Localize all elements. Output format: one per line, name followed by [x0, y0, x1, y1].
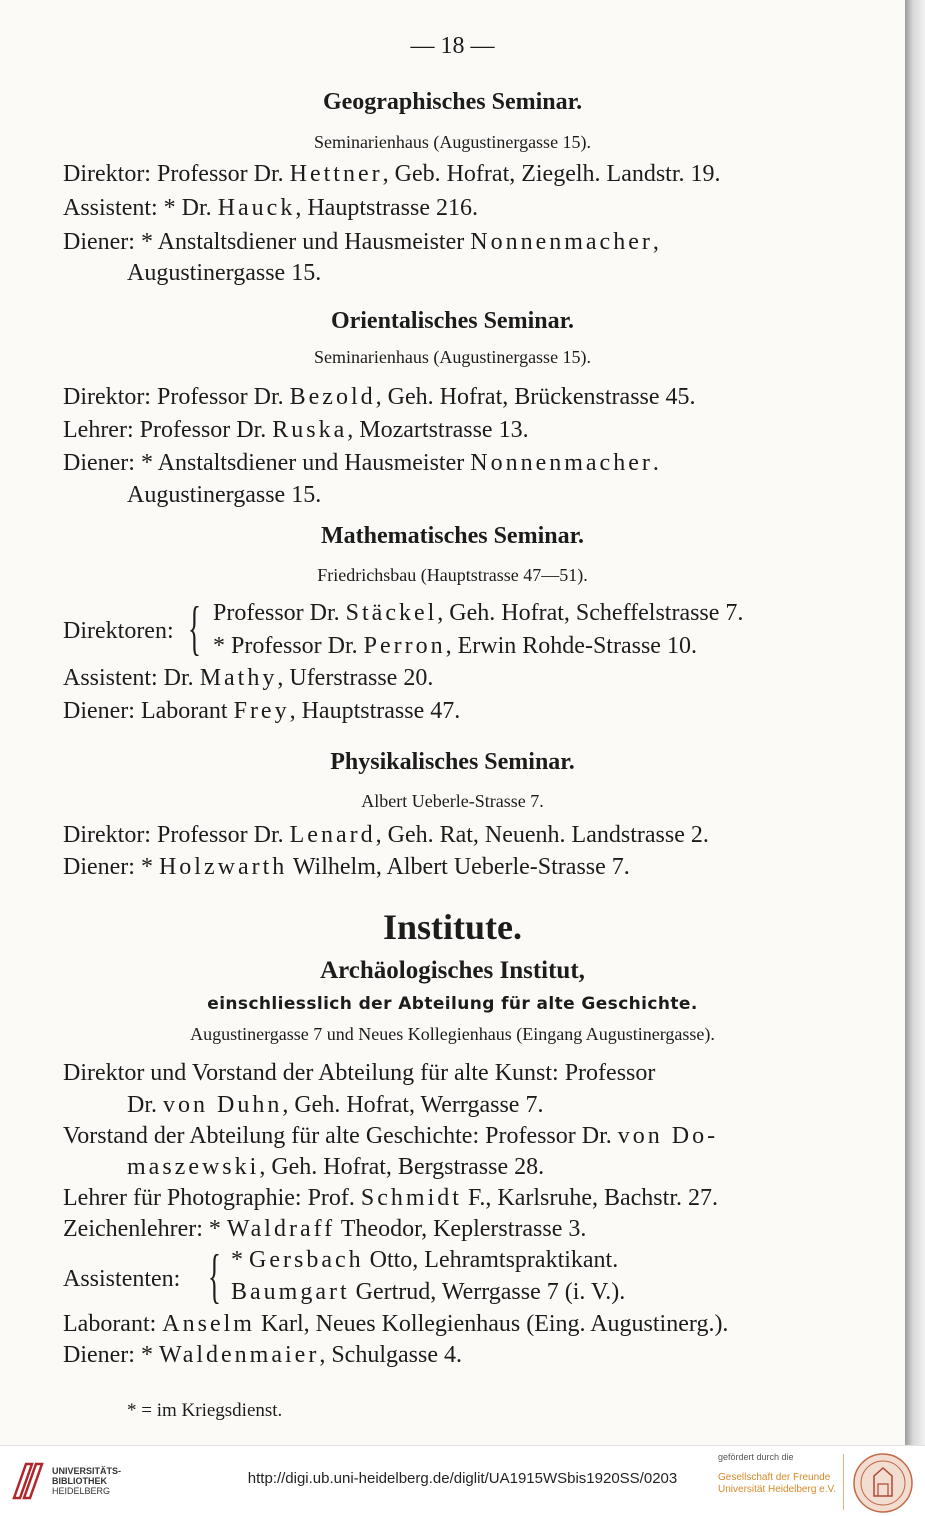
- inst-lehrer-line: Lehrer für Photographie: Prof. Schmidt F., Karlsruhe, Bachstr. 27.: [63, 1185, 718, 1211]
- curly-brace: {: [188, 595, 201, 661]
- footer-divider: [843, 1454, 844, 1510]
- ori-direktor-line: Direktor: Professor Dr. Bezold, Geh. Hofrat, Brückenstrasse 45.: [63, 384, 696, 410]
- section-title-physikalisches: Physikalisches Seminar.: [330, 749, 575, 775]
- heading-institute: Institute.: [382, 907, 522, 947]
- person-name: Lenard: [289, 822, 376, 848]
- person-name: Anselm: [162, 1311, 255, 1337]
- person-name: Frey: [233, 698, 290, 724]
- geo-assistent-line: Assistent: * Dr. Hauck, Hauptstrasse 216.: [63, 195, 478, 221]
- inst-laborant-line: Laborant: Anselm Karl, Neues Kollegienhaus (Eing. Augustinerg.).: [63, 1311, 729, 1337]
- section-address-geographisches: Seminarienhaus (Augustinergasse 15).: [313, 132, 592, 152]
- permalink-url[interactable]: http://digi.ub.uni-heidelberg.de/diglit/UA1915WSbis1920SS/0203: [247, 1470, 678, 1487]
- section-subtitle-archaeologisches: einschliesslich der Abteilung für alte Geschichte.: [207, 994, 698, 1014]
- person-name: Mathy: [199, 665, 278, 691]
- person-name: Stäckel: [345, 600, 438, 626]
- ori-lehrer-line: Lehrer: Professor Dr. Ruska, Mozartstrasse 13.: [63, 417, 529, 443]
- person-name: Bezold: [289, 384, 376, 410]
- inst-assistent-2: Baumgart Gertrud, Werrgasse 7 (i. V.).: [231, 1279, 626, 1305]
- inst-direktor-line-1: Direktor und Vorstand der Abteilung für alte Kunst: Professor: [63, 1060, 656, 1086]
- sponsor-name: Gesellschaft der Freunde Universität Heidelberg e.V.: [718, 1472, 837, 1495]
- phys-diener-line: Diener: * Holzwarth Wilhelm, Albert Ueberle-Strasse 7.: [63, 854, 630, 880]
- person-name: Perron: [363, 633, 446, 659]
- ori-diener-cont: Augustinergasse 15.: [127, 482, 322, 508]
- math-direktor-1: Professor Dr. Stäckel, Geh. Hofrat, Scheffelstrasse 7.: [213, 600, 744, 626]
- math-diener-line: Diener: Laborant Frey, Hauptstrasse 47.: [63, 698, 461, 724]
- person-name: maszewski: [127, 1154, 260, 1180]
- geo-direktor-line: Direktor: Professor Dr. Hettner, Geb. Hofrat, Ziegelh. Landstr. 19.: [63, 161, 721, 187]
- inst-vorstand-line-2: maszewski, Geh. Hofrat, Bergstrasse 28.: [127, 1154, 545, 1180]
- person-name: Baumgart: [231, 1279, 350, 1305]
- person-name: Nonnenmacher: [470, 450, 653, 476]
- curly-brace: {: [208, 1243, 221, 1309]
- person-name: Ruska: [272, 417, 348, 443]
- inst-direktor-line-2: Dr. von Duhn, Geh. Hofrat, Werrgasse 7.: [127, 1092, 544, 1118]
- math-assistent-line: Assistent: Dr. Mathy, Uferstrasse 20.: [63, 665, 434, 691]
- person-name: Hettner: [289, 161, 383, 187]
- person-name: von Duhn: [163, 1092, 283, 1118]
- ori-diener-line: Diener: * Anstaltsdiener und Hausmeister Nonnenmacher.: [63, 450, 659, 476]
- section-address-orientalisches: Seminarienhaus (Augustinergasse 15).: [313, 347, 592, 367]
- footnote: * = im Kriegsdienst.: [127, 1400, 283, 1421]
- page-number: — 18 —: [410, 33, 495, 59]
- math-direktor-2: * Professor Dr. Perron, Erwin Rohde-Strasse 10.: [213, 633, 697, 659]
- section-address-physikalisches: Albert Ueberle-Strasse 7.: [361, 791, 544, 811]
- section-title-geographisches: Geographisches Seminar.: [322, 89, 583, 115]
- inst-assistent-1: * Gersbach Otto, Lehramtspraktikant.: [231, 1247, 619, 1273]
- sponsor-caption: gefördert durch die: [718, 1452, 794, 1462]
- person-name: von Do-: [617, 1123, 719, 1149]
- person-name: Nonnenmacher: [470, 229, 653, 255]
- phys-direktor-line: Direktor: Professor Dr. Lenard, Geh. Rat, Neuenh. Landstrasse 2.: [63, 822, 709, 848]
- inst-assistenten-label: Assistenten:: [63, 1266, 181, 1292]
- inst-diener-line: Diener: * Waldenmaier, Schulgasse 4.: [63, 1342, 462, 1368]
- person-name: Hauck: [217, 195, 296, 221]
- geo-diener-line: Diener: * Anstaltsdiener und Hausmeister Nonnenmacher,: [63, 229, 659, 255]
- library-name: UNIVERSITÄTS- BIBLIOTHEK HEIDELBERG: [52, 1466, 122, 1496]
- footer-bar: [0, 1445, 925, 1516]
- university-seal-icon: [852, 1452, 914, 1514]
- page-edge-shadow: [905, 0, 925, 1445]
- section-title-archaeologisches: Archäologisches Institut,: [320, 957, 585, 984]
- person-name: Gersbach: [249, 1247, 364, 1273]
- math-direktoren-label: Direktoren:: [63, 618, 174, 644]
- section-address-archaeologisches: Augustinergasse 7 und Neues Kollegienhaus (Eingang Augustinergasse).: [190, 1024, 715, 1044]
- person-name: Holzwarth: [158, 854, 288, 880]
- section-title-mathematisches: Mathematisches Seminar.: [320, 523, 585, 549]
- person-name: Schmidt: [360, 1185, 462, 1211]
- person-name: Waldenmaier: [158, 1342, 320, 1368]
- section-title-orientalisches: Orientalisches Seminar.: [330, 308, 575, 334]
- inst-vorstand-line-1: Vorstand der Abteilung für alte Geschichte: Professor Dr. von Do-: [63, 1123, 719, 1149]
- geo-diener-cont: Augustinergasse 15.: [127, 260, 322, 286]
- person-name: Waldraff: [226, 1216, 336, 1242]
- inst-zeichenlehrer-line: Zeichenlehrer: * Waldraff Theodor, Keplerstrasse 3.: [63, 1216, 587, 1242]
- section-address-mathematisches: Friedrichsbau (Hauptstrasse 47—51).: [317, 565, 588, 585]
